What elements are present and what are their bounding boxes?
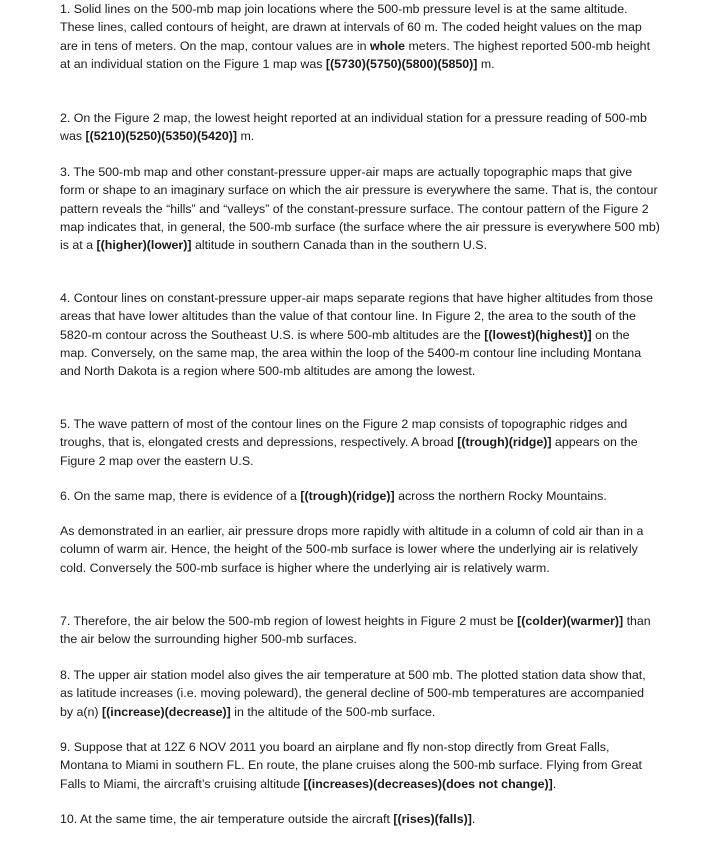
question-4-text-2: on the map. Conversely, on the same map, the area within the loop of the 5400-m contour line including Montana and North Dakota is a region where 500-mb altitudes are among the lowest. (60, 327, 642, 379)
question-2-text-2: m. (237, 129, 255, 144)
question-8-text-1: 8. The upper air station model also gives the air temperature at 500 mb. The plotted station data show that, as latitude increases (i.e. moving poleward), the general decline of 500-mb temperatures are accompanied by a(n) (60, 668, 646, 719)
question-1-text-2: meters. The highest reported 500-mb height at an individual station on the Figure 1 map was (60, 38, 651, 71)
question-3-choices: [(higher)(lower)] (96, 238, 192, 253)
question-5-text-1: 5. The wave pattern of most of the contour lines on the Figure 2 map consists of topographic ridges and troughs, that is, elongated crests and depressions, respectively. A broad (60, 417, 628, 450)
question-7-text-2: than the air below the surrounding higher 500-mb surfaces. (60, 614, 651, 647)
question-7-choices: [(colder)(warmer)] (517, 614, 624, 628)
question-2-choices: [(5210)(5250)(5350)(5420)] (85, 129, 238, 144)
question-9-text-2: . (552, 776, 557, 791)
question-1 (60, 0, 660, 73)
question-6 (60, 487, 660, 505)
question-8-choices: [(increase)(decrease)] (102, 704, 231, 719)
question-7 (60, 612, 660, 649)
question-6-text-1: 6. On the same map, there is evidence of a (60, 489, 301, 503)
question-5-text-2: appears on the Figure 2 map over the eastern U.S. (60, 435, 638, 468)
question-9 (60, 738, 660, 793)
question-6-text-2: across the northern Rocky Mountains. (394, 489, 607, 503)
question-10-text-2: . (471, 812, 476, 826)
question-10-text-1: 10. At the same time, the air temperature outside the aircraft (60, 812, 394, 826)
question-3 (60, 163, 660, 254)
question-1-text-1: 1. Solid lines on the 500-mb map join locations where the 500-mb pressure level is at the same altitude. These lines, called contours of height, are drawn at intervals of 60 m. The coded height values on the map are in tens of meters. On the map, contour values are in (60, 2, 642, 53)
question-10 (60, 810, 660, 828)
question-5 (60, 415, 660, 470)
question-3-text-1: 3. The 500-mb map and other constant-pressure upper-air maps are actually topographic maps that give form or shape to an imaginary surface on which the air pressure is everywhere the same. That is, the contour pattern reveals the “hills” and “valleys” of the constant-pressure surface. The contour pattern of the Figure 2 map indicates that, in general, the 500-mb surface (the surface where the air pressure is everywhere 500 mb) is at a (60, 165, 660, 253)
question-1-text-3: m. (477, 56, 495, 71)
explanation-note-text: As demonstrated in an earlier, air pressure drops more rapidly with altitude in a column of cold air than in a column of warm air. Hence, the height of the 500-mb surface is lower where the underlying air is relatively cold. Conversely the 500-mb surface is higher where the underlying air is relatively warm. (60, 524, 644, 575)
question-2-text-1: 2. On the Figure 2 map, the lowest height reported at an individual station for a pressure reading of 500-mb was (60, 111, 647, 144)
question-4 (60, 289, 660, 380)
question-4-choices: [(lowest)(highest)] (484, 327, 592, 342)
question-5-choices: [(trough)(ridge)] (457, 435, 552, 450)
question-1-choices: [(5730)(5750)(5800)(5850)] (325, 56, 478, 71)
explanation-note (60, 522, 660, 577)
question-3-text-2: altitude in southern Canada than in the southern U.S. (191, 238, 488, 253)
question-7-text-1: 7. Therefore, the air below the 500-mb region of lowest heights in Figure 2 must be (60, 614, 518, 628)
question-6-choices: [(trough)(ridge)] (300, 489, 395, 503)
question-1-emphasis: whole (369, 38, 406, 53)
question-8 (60, 666, 660, 721)
question-10-choices: [(rises)(falls)] (393, 812, 472, 826)
question-9-choices: [(increases)(decreases)(does not change)] (303, 776, 553, 791)
question-9-text-1: 9. Suppose that at 12Z 6 NOV 2011 you board an airplane and fly non-stop directly from Great Falls, Montana to Miami in southern FL. En route, the plane cruises along the 500-mb surface. Flying from Great Falls to Miami, the aircraft’s cruising altitude (60, 740, 642, 791)
question-8-text-2: in the altitude of the 500-mb surface. (230, 704, 436, 719)
question-4-text-1: 4. Contour lines on constant-pressure upper-air maps separate regions that have higher altitudes from those areas that have lower altitudes than the value of that contour line. In Figure 2, the area to the south of the 5820-m contour across the Southeast U.S. is where 500-mb altitudes are the (60, 291, 654, 342)
question-2 (60, 109, 660, 146)
